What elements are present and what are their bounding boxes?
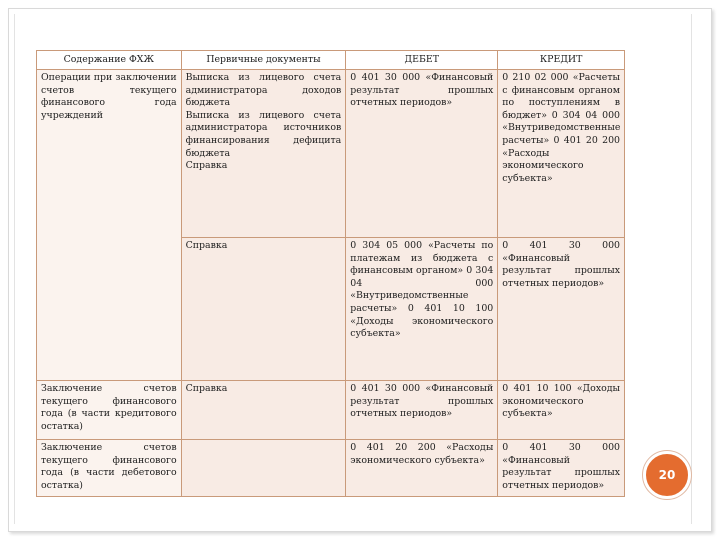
- document-line: Справка: [185, 160, 228, 172]
- cell-debit: 0 401 30 000 «Финансовый результат прошлых отчетных периодов»: [346, 381, 498, 440]
- cell-documents: [181, 238, 346, 381]
- cell-content: Заключение счетов текущего финансового года (в части кредитового остатка): [37, 381, 182, 440]
- table-header-row: [37, 51, 625, 70]
- table-row: [37, 381, 625, 440]
- cell-content: Заключение счетов текущего финансового года (в части дебетового остатка): [37, 440, 182, 497]
- cell-content: Операции при заключении счетов текущего финансового года учреждений: [37, 70, 182, 381]
- cell-documents: [181, 70, 346, 238]
- page-number-badge: 20: [643, 451, 691, 499]
- cell-credit: 0 401 10 100 «Доходы экономического субъекта»: [498, 381, 625, 440]
- document-line: Справка: [185, 240, 228, 251]
- header-documents: Первичные документы: [181, 51, 346, 70]
- cell-credit: 0 210 02 000 «Расчеты с финансовым органом по поступлениям в бюджет» 0 304 04 000 «Внутриведомственные расчеты» 0 401 20 200 «Расходы экономического субъекта»: [498, 70, 625, 238]
- header-content: Содержание ФХЖ: [37, 51, 182, 70]
- table-row: [37, 70, 625, 238]
- accounting-table: [36, 50, 625, 497]
- cell-documents: [181, 381, 346, 440]
- cell-debit: 0 304 05 000 «Расчеты по платежам из бюджета с финансовым органом» 0 304 04 000 «Внутриведомственные расчеты» 0 401 10 100 «Доходы экономического субъекта»: [346, 238, 498, 381]
- cell-debit: 0 401 30 000 «Финансовый результат прошлых отчетных периодов»: [346, 70, 498, 238]
- cell-credit: 0 401 30 000 «Финансовый результат прошлых отчетных периодов»: [498, 440, 625, 497]
- table-row: [37, 440, 625, 497]
- document-line: Справка: [185, 383, 228, 394]
- cell-documents-empty: [181, 440, 346, 497]
- cell-credit: 0 401 30 000 «Финансовый результат прошлых отчетных периодов»: [498, 238, 625, 381]
- header-debit: ДЕБЕТ: [346, 51, 498, 70]
- document-line: Выписка из лицевого счета администратора доходов бюджета: [185, 72, 342, 109]
- document-line: Выписка из лицевого счета администратора источников финансирования дефицита бюджета: [185, 109, 342, 159]
- cell-debit: 0 401 20 200 «Расходы экономического субъекта»: [346, 440, 498, 497]
- header-credit: КРЕДИТ: [498, 51, 625, 70]
